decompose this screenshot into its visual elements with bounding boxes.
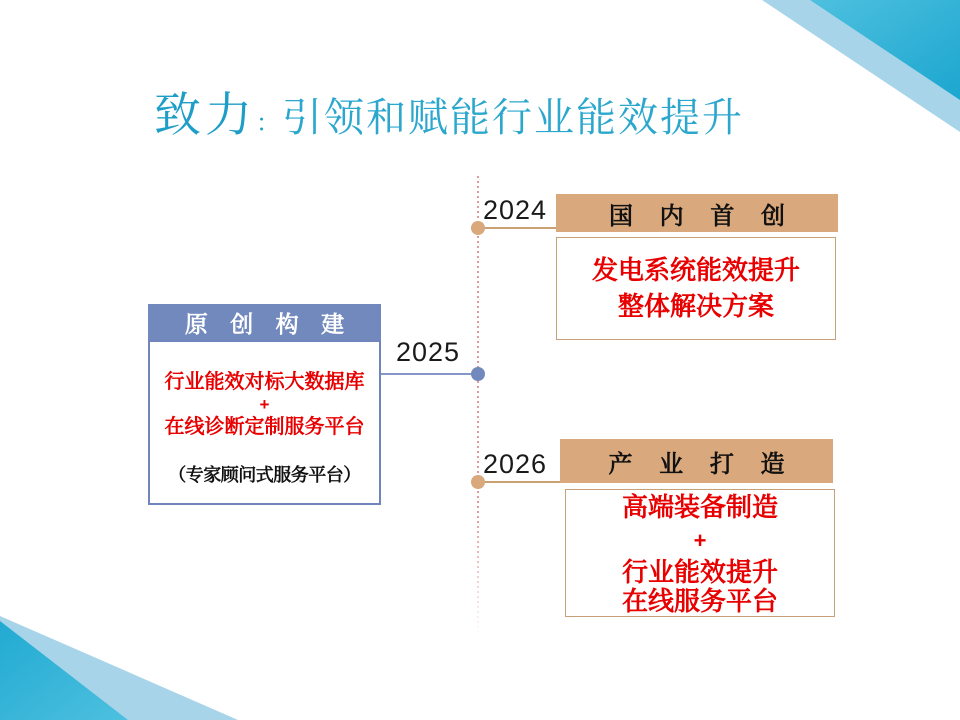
milestone-2024-line2: 整体解决方案 <box>617 290 774 321</box>
top-right-dark-triangle <box>810 0 960 100</box>
bottom-left-dark-triangle <box>0 621 128 720</box>
year-label-2025: 2025 <box>396 337 461 367</box>
top-right-light-triangle <box>762 0 960 132</box>
title-colon: ： <box>256 111 282 137</box>
page-title <box>154 78 744 145</box>
milestone-2026-content <box>565 489 835 617</box>
milestone-2026-plus: + <box>693 528 707 554</box>
milestone-2025-plus: + <box>259 395 270 414</box>
year-label-2024: 2024 <box>483 195 548 225</box>
milestone-2024-line1: 发电系统能效提升 <box>591 255 800 286</box>
milestone-2024-header: 国 内 首 创 <box>556 194 838 232</box>
milestone-2025-line1: 行业能效对标大数据库 <box>164 371 365 393</box>
milestone-2025-note: （专家顾问式服务平台） <box>168 465 361 485</box>
connector-2026 <box>479 481 565 483</box>
milestone-2026-line3: 在线服务平台 <box>621 585 778 616</box>
connector-2024 <box>479 227 558 229</box>
title-emphasis: 致力 <box>154 90 256 142</box>
milestone-2024-content <box>556 237 836 340</box>
milestone-2025-line2: 在线诊断定制服务平台 <box>164 416 365 438</box>
milestone-2026-line1: 高端装备制造 <box>621 492 778 523</box>
milestone-2025-header: 原 创 构 建 <box>148 304 381 340</box>
timeline-axis <box>477 176 479 644</box>
milestone-2026-header: 产 业 打 造 <box>560 439 833 483</box>
milestone-2025-content <box>148 340 381 505</box>
title-rest: 引领和赋能行业能效提升 <box>282 95 744 140</box>
milestone-2026-line2: 行业能效提升 <box>621 556 778 587</box>
bottom-left-light-triangle <box>0 616 238 720</box>
timeline-node-2025 <box>471 367 485 381</box>
year-label-2026: 2026 <box>483 449 548 479</box>
connector-2025 <box>381 373 481 375</box>
